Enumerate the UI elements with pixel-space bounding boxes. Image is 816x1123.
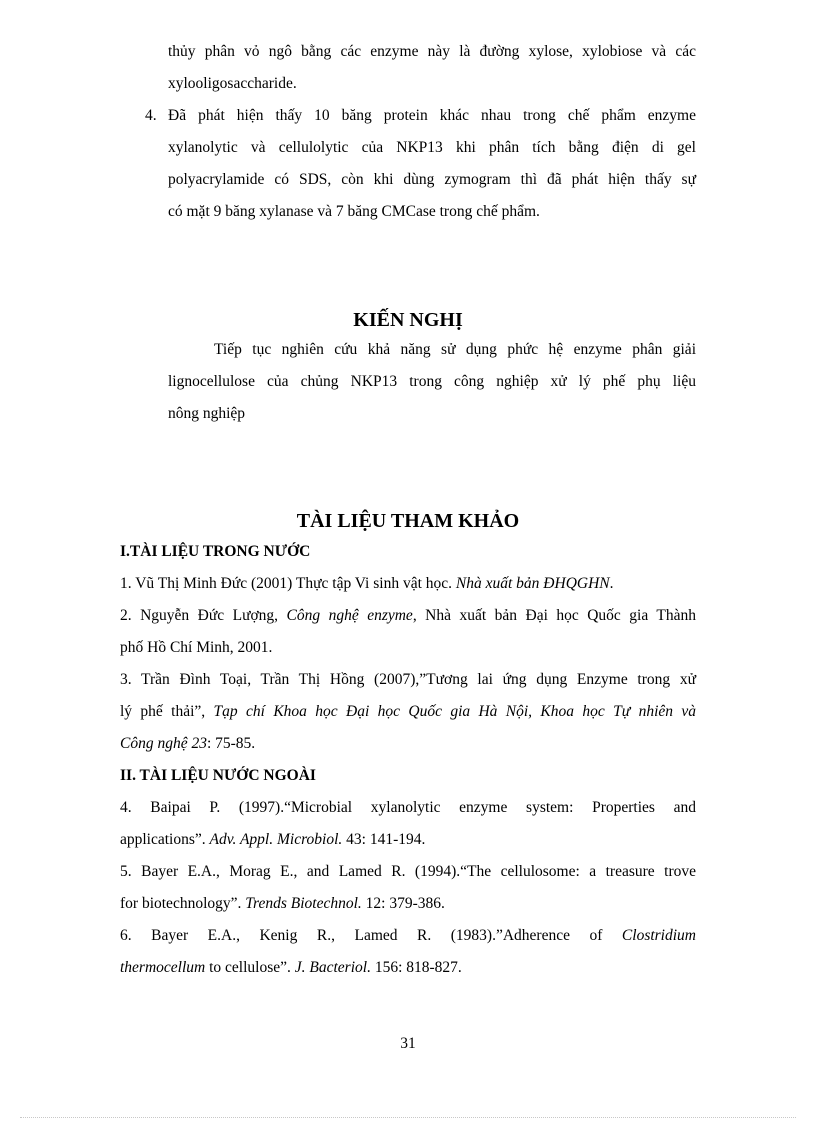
conclusion-item4-line4: có mặt 9 băng xylanase và 7 băng CMCase trong chế phẩm. [168,203,540,220]
reference-4-line1: 4. Baipai P. (1997).“Microbial xylanolytic enzyme system: Properties and [120,799,696,816]
page-bottom-divider [20,1117,796,1118]
reference-3-line3 [120,734,255,754]
conclusion-item3-line1: thủy phân vỏ ngô bằng các enzyme này là đường xylose, xylobiose và các [168,43,696,60]
conclusion-item4-number: 4. [145,107,157,124]
reference-6-pages: 156: 818-827. [370,959,462,976]
reference-2-authors: 2. Nguyễn Đức Lượng, [120,607,287,624]
reference-4-pages: 43: 141-194. [342,831,426,848]
reference-1 [120,574,614,594]
reference-3-line1: 3. Trần Đình Toại, Trần Thị Hồng (2007),”Tương lai ứng dụng Enzyme trong xử [120,671,696,688]
reference-3-title-end: lý phế thải”, [120,703,214,720]
reference-6-title-end: to cellulose”. [205,959,295,976]
reference-5-journal: Trends Biotechnol. [245,895,362,912]
reference-5-title-end: for biotechnology”. [120,895,246,912]
recommendation-line1: Tiếp tục nghiên cứu khả năng sử dụng phức hệ enzyme phân giải [214,341,696,358]
reference-2-title: Công nghệ enzyme [286,607,413,624]
reference-1-text: 1. Vũ Thị Minh Đức (2001) Thực tập Vi sinh vật học. [120,575,456,592]
reference-6-line2 [120,958,462,978]
reference-6-line1 [120,926,696,946]
reference-1-end: . [609,575,614,592]
conclusion-item4-line1: Đã phát hiện thấy 10 băng protein khác nhau trong chế phẩm enzyme [168,107,696,124]
reference-4-journal: Adv. Appl. Microbiol. [209,831,343,848]
reference-6-journal: J. Bacteriol. [294,959,371,976]
domestic-references-heading: I.TÀI LIỆU TRONG NƯỚC [120,543,311,560]
reference-5-line2 [120,894,445,914]
reference-2-line1 [120,606,696,626]
recommendation-title: KIẾN NGHỊ [353,309,463,331]
foreign-references-heading: II. TÀI LIỆU NƯỚC NGOÀI [120,767,316,784]
reference-3-journal-end: Công nghệ 23 [120,735,207,752]
page-number: 31 [400,1035,416,1052]
references-title: TÀI LIỆU THAM KHẢO [296,510,520,532]
reference-5-pages: 12: 379-386. [361,895,445,912]
reference-2-publisher: , Nhà xuất bản Đại học Quốc gia Thành [412,607,696,624]
reference-3-line2 [120,702,696,722]
reference-1-publisher: Nhà xuất bản ĐHQGHN [455,575,610,592]
conclusion-item4-line3: polyacrylamide có SDS, còn khi dùng zymogram thì đã phát hiện thấy sự [168,171,696,188]
reference-6-genus: Clostridium [621,927,696,944]
recommendation-line2: lignocellulose của chủng NKP13 trong công nghiệp xử lý phế phụ liệu [168,373,696,390]
reference-2-line2: phố Hồ Chí Minh, 2001. [120,639,273,656]
conclusion-item4-line2: xylanolytic và cellulolytic của NKP13 khi phân tích bằng điện di gel [168,139,696,156]
reference-6-authors: 6. Bayer E.A., Kenig R., Lamed R. (1983).”Adherence of [120,927,622,944]
reference-3-journal: Tạp chí Khoa học Đại học Quốc gia Hà Nội, Khoa học Tự nhiên và [213,703,696,720]
reference-4-title-end: applications”. [120,831,210,848]
reference-5-line1: 5. Bayer E.A., Morag E., and Lamed R. (1994).“The cellulosome: a treasure trove [120,863,696,880]
reference-6-species: thermocellum [120,959,206,976]
recommendation-line3: nông nghiệp [168,405,246,422]
conclusion-item3-line2: xylooligosaccharide. [168,75,297,92]
reference-3-pages: : 75-85. [206,735,256,752]
reference-4-line2 [120,830,425,850]
